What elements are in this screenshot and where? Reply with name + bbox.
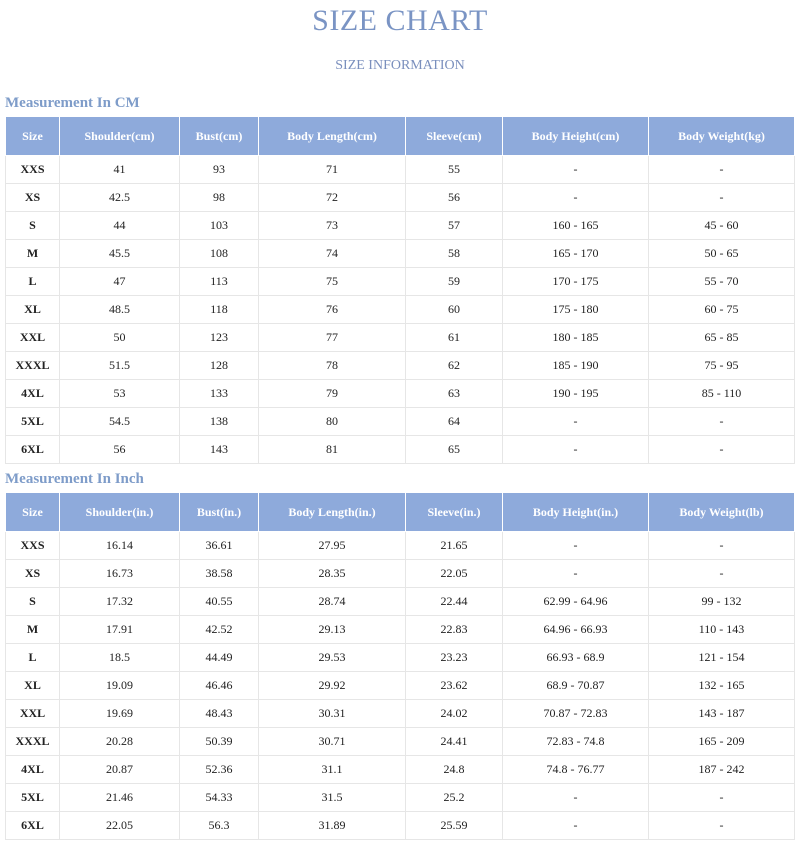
cell-body-height: - [503, 784, 649, 812]
table-row [6, 616, 795, 644]
page-subtitle: SIZE INFORMATION [335, 58, 465, 73]
cell-shoulder: 41 [60, 156, 180, 184]
cell-body-weight: - [649, 560, 795, 588]
cell-body-length: 31.5 [259, 784, 406, 812]
cell-shoulder: 45.5 [60, 240, 180, 268]
cell-body-weight: - [649, 408, 795, 436]
column-header-sleeve: Sleeve(in.) [406, 493, 503, 532]
cell-body-weight: 121 - 154 [649, 644, 795, 672]
cell-body-length: 76 [259, 296, 406, 324]
cell-body-weight: - [649, 812, 795, 840]
cell-body-weight: - [649, 156, 795, 184]
cell-shoulder: 16.14 [60, 532, 180, 560]
table-row [6, 672, 795, 700]
cell-body-weight: 55 - 70 [649, 268, 795, 296]
cell-body-weight: 99 - 132 [649, 588, 795, 616]
cell-bust: 48.43 [180, 700, 259, 728]
cell-body-height: 68.9 - 70.87 [503, 672, 649, 700]
cell-body-height: 185 - 190 [503, 352, 649, 380]
cell-body-length: 31.89 [259, 812, 406, 840]
cell-bust: 50.39 [180, 728, 259, 756]
cell-body-length: 28.74 [259, 588, 406, 616]
table-row [6, 296, 795, 324]
cell-size: XL [6, 296, 60, 324]
cell-bust: 46.46 [180, 672, 259, 700]
cell-shoulder: 44 [60, 212, 180, 240]
table-row [6, 728, 795, 756]
cell-body-weight: - [649, 532, 795, 560]
cell-body-height: 180 - 185 [503, 324, 649, 352]
cell-bust: 133 [180, 380, 259, 408]
cell-body-length: 30.71 [259, 728, 406, 756]
cell-bust: 38.58 [180, 560, 259, 588]
cell-sleeve: 65 [406, 436, 503, 464]
cell-body-length: 29.92 [259, 672, 406, 700]
cell-sleeve: 22.05 [406, 560, 503, 588]
cell-shoulder: 20.28 [60, 728, 180, 756]
cell-body-height: 165 - 170 [503, 240, 649, 268]
cell-body-length: 80 [259, 408, 406, 436]
cell-body-length: 27.95 [259, 532, 406, 560]
cell-sleeve: 63 [406, 380, 503, 408]
cell-body-weight: 50 - 65 [649, 240, 795, 268]
table-row [6, 268, 795, 296]
column-header-body-length: Body Length(cm) [259, 117, 406, 156]
cell-body-height: 190 - 195 [503, 380, 649, 408]
cell-sleeve: 24.02 [406, 700, 503, 728]
cell-body-length: 78 [259, 352, 406, 380]
cell-body-length: 73 [259, 212, 406, 240]
cell-body-height: 70.87 - 72.83 [503, 700, 649, 728]
cell-bust: 108 [180, 240, 259, 268]
cell-sleeve: 25.2 [406, 784, 503, 812]
cell-sleeve: 61 [406, 324, 503, 352]
cell-sleeve: 56 [406, 184, 503, 212]
cell-body-weight: 45 - 60 [649, 212, 795, 240]
cell-size: XXS [6, 156, 60, 184]
cell-shoulder: 18.5 [60, 644, 180, 672]
cell-body-height: 62.99 - 64.96 [503, 588, 649, 616]
cell-size: 6XL [6, 436, 60, 464]
cell-sleeve: 22.44 [406, 588, 503, 616]
cell-body-height: 170 - 175 [503, 268, 649, 296]
cell-shoulder: 48.5 [60, 296, 180, 324]
section-heading-inch: Measurement In Inch [5, 471, 144, 487]
cell-body-weight: 60 - 75 [649, 296, 795, 324]
cell-body-height: 175 - 180 [503, 296, 649, 324]
cell-size: L [6, 644, 60, 672]
table-row [6, 560, 795, 588]
cell-sleeve: 24.41 [406, 728, 503, 756]
cell-body-height: - [503, 408, 649, 436]
cell-size: 6XL [6, 812, 60, 840]
table-row [6, 812, 795, 840]
cell-bust: 143 [180, 436, 259, 464]
cell-size: XXL [6, 324, 60, 352]
cell-body-weight: 75 - 95 [649, 352, 795, 380]
cell-bust: 113 [180, 268, 259, 296]
cell-body-length: 75 [259, 268, 406, 296]
cell-body-height: 74.8 - 76.77 [503, 756, 649, 784]
column-header-body-height: Body Height(cm) [503, 117, 649, 156]
cell-body-height: - [503, 812, 649, 840]
cell-size: S [6, 588, 60, 616]
cell-size: 5XL [6, 784, 60, 812]
cell-body-height: 72.83 - 74.8 [503, 728, 649, 756]
cell-body-height: - [503, 532, 649, 560]
cell-body-height: - [503, 156, 649, 184]
cell-size: M [6, 616, 60, 644]
cell-shoulder: 22.05 [60, 812, 180, 840]
cell-shoulder: 42.5 [60, 184, 180, 212]
cell-body-length: 29.13 [259, 616, 406, 644]
cell-size: XS [6, 560, 60, 588]
cell-shoulder: 21.46 [60, 784, 180, 812]
cell-sleeve: 62 [406, 352, 503, 380]
cell-bust: 36.61 [180, 532, 259, 560]
table-header-row [6, 493, 795, 532]
cell-body-length: 31.1 [259, 756, 406, 784]
cell-body-length: 28.35 [259, 560, 406, 588]
column-header-body-weight: Body Weight(kg) [649, 117, 795, 156]
page-title: SIZE CHART [312, 4, 488, 37]
cell-body-weight: 110 - 143 [649, 616, 795, 644]
cell-body-length: 81 [259, 436, 406, 464]
table-row [6, 588, 795, 616]
cell-shoulder: 19.69 [60, 700, 180, 728]
cell-shoulder: 47 [60, 268, 180, 296]
table-body-cm [6, 156, 795, 464]
cell-bust: 123 [180, 324, 259, 352]
cell-body-weight: 65 - 85 [649, 324, 795, 352]
cell-sleeve: 21.65 [406, 532, 503, 560]
section-heading-cm: Measurement In CM [5, 95, 140, 111]
column-header-sleeve: Sleeve(cm) [406, 117, 503, 156]
cell-sleeve: 60 [406, 296, 503, 324]
cell-sleeve: 24.8 [406, 756, 503, 784]
cell-bust: 138 [180, 408, 259, 436]
cell-shoulder: 53 [60, 380, 180, 408]
cell-size: S [6, 212, 60, 240]
cell-bust: 52.36 [180, 756, 259, 784]
cell-size: 4XL [6, 380, 60, 408]
cell-size: XXXL [6, 728, 60, 756]
cell-size: XXXL [6, 352, 60, 380]
cell-size: 4XL [6, 756, 60, 784]
column-header-shoulder: Shoulder(in.) [60, 493, 180, 532]
size-table-cm [5, 116, 795, 464]
cell-body-height: - [503, 560, 649, 588]
table-row [6, 644, 795, 672]
cell-bust: 118 [180, 296, 259, 324]
cell-sleeve: 58 [406, 240, 503, 268]
cell-size: XS [6, 184, 60, 212]
cell-shoulder: 16.73 [60, 560, 180, 588]
column-header-shoulder: Shoulder(cm) [60, 117, 180, 156]
cell-body-length: 72 [259, 184, 406, 212]
cell-body-length: 74 [259, 240, 406, 268]
cell-shoulder: 17.91 [60, 616, 180, 644]
cell-shoulder: 51.5 [60, 352, 180, 380]
cell-body-height: 160 - 165 [503, 212, 649, 240]
column-header-body-weight: Body Weight(lb) [649, 493, 795, 532]
cell-size: 5XL [6, 408, 60, 436]
cell-body-weight: - [649, 784, 795, 812]
table-row [6, 380, 795, 408]
cell-body-weight: 143 - 187 [649, 700, 795, 728]
cell-shoulder: 20.87 [60, 756, 180, 784]
cell-size: L [6, 268, 60, 296]
cell-body-height: - [503, 184, 649, 212]
cell-body-weight: 187 - 242 [649, 756, 795, 784]
table-row [6, 756, 795, 784]
table-row [6, 184, 795, 212]
column-header-body-length: Body Length(in.) [259, 493, 406, 532]
cell-bust: 93 [180, 156, 259, 184]
cell-body-length: 30.31 [259, 700, 406, 728]
cell-sleeve: 25.59 [406, 812, 503, 840]
table-row [6, 324, 795, 352]
cell-bust: 40.55 [180, 588, 259, 616]
column-header-bust: Bust(in.) [180, 493, 259, 532]
size-table-inch [5, 492, 795, 840]
cell-body-length: 77 [259, 324, 406, 352]
cell-size: XXL [6, 700, 60, 728]
table-row [6, 784, 795, 812]
table-header-row [6, 117, 795, 156]
table-row [6, 700, 795, 728]
column-header-size: Size [6, 117, 60, 156]
cell-body-weight: - [649, 436, 795, 464]
table-body-inch [6, 532, 795, 840]
cell-size: XL [6, 672, 60, 700]
column-header-body-height: Body Height(in.) [503, 493, 649, 532]
table-row [6, 156, 795, 184]
cell-shoulder: 56 [60, 436, 180, 464]
table-row [6, 408, 795, 436]
cell-sleeve: 59 [406, 268, 503, 296]
table-row [6, 436, 795, 464]
cell-bust: 42.52 [180, 616, 259, 644]
cell-body-weight: 85 - 110 [649, 380, 795, 408]
cell-sleeve: 23.23 [406, 644, 503, 672]
cell-sleeve: 64 [406, 408, 503, 436]
cell-size: M [6, 240, 60, 268]
cell-sleeve: 23.62 [406, 672, 503, 700]
table-row [6, 212, 795, 240]
cell-bust: 56.3 [180, 812, 259, 840]
cell-sleeve: 55 [406, 156, 503, 184]
cell-body-height: 66.93 - 68.9 [503, 644, 649, 672]
cell-sleeve: 22.83 [406, 616, 503, 644]
cell-shoulder: 54.5 [60, 408, 180, 436]
cell-body-weight: 165 - 209 [649, 728, 795, 756]
cell-body-length: 71 [259, 156, 406, 184]
cell-body-length: 29.53 [259, 644, 406, 672]
cell-bust: 98 [180, 184, 259, 212]
cell-bust: 44.49 [180, 644, 259, 672]
column-header-bust: Bust(cm) [180, 117, 259, 156]
cell-size: XXS [6, 532, 60, 560]
cell-bust: 103 [180, 212, 259, 240]
cell-shoulder: 17.32 [60, 588, 180, 616]
cell-shoulder: 19.09 [60, 672, 180, 700]
cell-bust: 54.33 [180, 784, 259, 812]
table-row [6, 532, 795, 560]
table-row [6, 352, 795, 380]
cell-bust: 128 [180, 352, 259, 380]
cell-sleeve: 57 [406, 212, 503, 240]
cell-body-weight: - [649, 184, 795, 212]
cell-body-length: 79 [259, 380, 406, 408]
cell-body-weight: 132 - 165 [649, 672, 795, 700]
column-header-size: Size [6, 493, 60, 532]
table-row [6, 240, 795, 268]
cell-shoulder: 50 [60, 324, 180, 352]
cell-body-height: 64.96 - 66.93 [503, 616, 649, 644]
cell-body-height: - [503, 436, 649, 464]
